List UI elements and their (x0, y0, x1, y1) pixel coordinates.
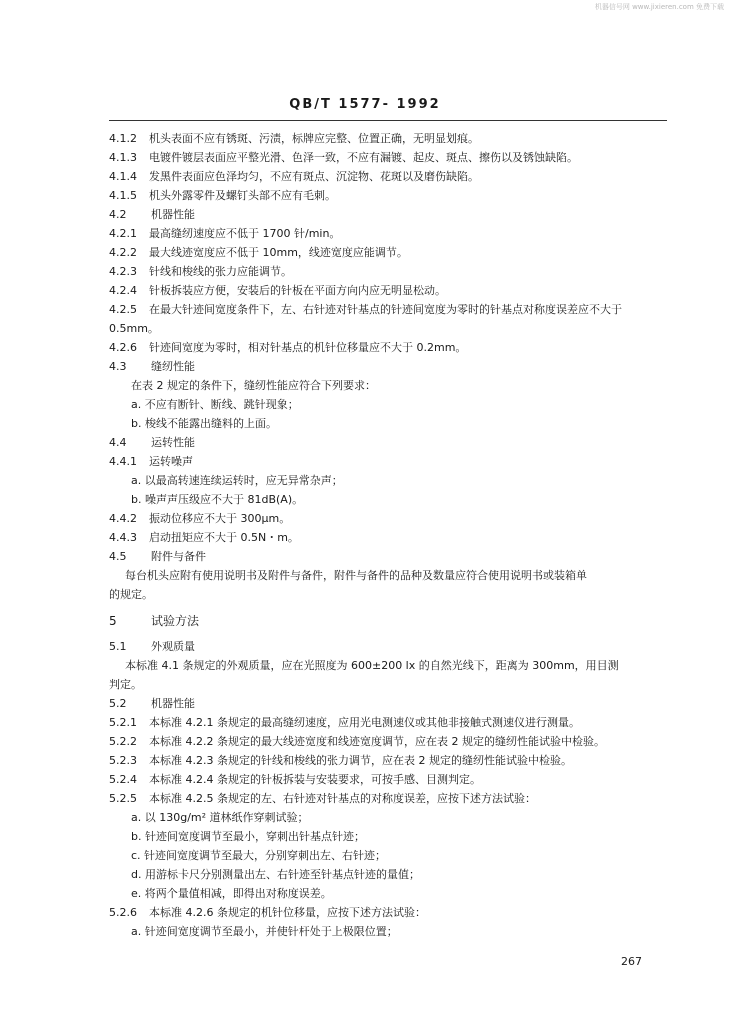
text-line (109, 753, 572, 769)
text-line (109, 207, 195, 223)
clause-number: 5.1 (109, 640, 127, 653)
clause-number: 4.1.5 (109, 189, 137, 202)
text-line (109, 734, 605, 750)
text-line (109, 715, 580, 731)
clause-number: 4.2.5 (109, 303, 137, 316)
clause-number: 4.2.6 (109, 341, 137, 354)
clause-number: 5.2.1 (109, 716, 137, 729)
text-line (109, 283, 446, 299)
clause-text: 运转噪声 (149, 455, 193, 468)
text-line (131, 867, 420, 883)
clause-text: 针迹间宽度为零时，相对针基点的机针位移量应不大于 0.2mm。 (149, 341, 467, 354)
clause-text: 机器性能 (151, 208, 195, 221)
clause-number: 5 (109, 614, 117, 628)
text-line (109, 245, 408, 261)
clause-number: 4.4.1 (109, 455, 137, 468)
clause-number: 5.2.2 (109, 735, 137, 748)
header-rule (109, 120, 667, 121)
text-line (125, 568, 587, 584)
text-line (109, 613, 199, 629)
clause-text: 每台机头应附有使用说明书及附件与备件，附件与备件的品种及数量应符合使用说明书或装箱单 (125, 569, 587, 582)
text-line (109, 772, 481, 788)
text-line (109, 264, 292, 280)
text-line (131, 473, 343, 489)
clause-text: a. 针迹间宽度调节至最小，并使针杆处于上极限位置； (131, 925, 398, 938)
clause-number: 4.4.3 (109, 531, 137, 544)
text-line (109, 905, 426, 921)
clause-text: 本标准 4.2.6 条规定的机针位移量，应按下述方法试验： (149, 906, 426, 919)
clause-number: 4.4.2 (109, 512, 137, 525)
clause-number: 4.1.4 (109, 170, 137, 183)
text-line (109, 321, 159, 337)
clause-number: 5.2.3 (109, 754, 137, 767)
text-line (109, 639, 195, 655)
clause-number: 4.2.1 (109, 227, 137, 240)
text-line (109, 131, 479, 147)
clause-text: b. 噪声声压级应不大于 81dB(A)。 (131, 493, 304, 506)
text-line (131, 924, 398, 940)
text-line (131, 810, 309, 826)
clause-text: 机头外露零件及螺钉头部不应有毛刺。 (149, 189, 336, 202)
text-line (109, 340, 466, 356)
text-line (109, 677, 142, 693)
text-line (131, 416, 277, 432)
text-line (131, 378, 376, 394)
clause-number: 4.2 (109, 208, 127, 221)
text-line (109, 435, 195, 451)
clause-text: 机器性能 (151, 697, 195, 710)
clause-text: 发黑件表面应色泽均匀，不应有斑点、沉淀物、花斑以及磨伤缺陷。 (149, 170, 479, 183)
clause-text: 最大线迹宽度应不低于 10mm，线迹宽度应能调节。 (149, 246, 408, 259)
clause-text: 针线和梭线的张力应能调节。 (149, 265, 292, 278)
clause-text: a. 不应有断针、断线、跳针现象； (131, 398, 299, 411)
text-line (109, 169, 479, 185)
text-line (109, 530, 299, 546)
text-line (109, 587, 153, 603)
text-line (131, 492, 303, 508)
clause-number: 4.1.2 (109, 132, 137, 145)
clause-text: 本标准 4.1 条规定的外观质量，应在光照度为 600±200 lx 的自然光线下，距离为 300mm，用目测 (125, 659, 619, 672)
clause-number: 4.3 (109, 360, 127, 373)
clause-number: 4.4 (109, 436, 127, 449)
clause-text: 本标准 4.2.1 条规定的最高缝纫速度，应用光电测速仪或其他非接触式测速仪进行测量。 (149, 716, 580, 729)
text-line (131, 886, 332, 902)
text-line (131, 397, 299, 413)
text-line (131, 848, 386, 864)
clause-text: a. 以 130g/m² 道林纸作穿刺试验； (131, 811, 309, 824)
clause-number: 5.2.5 (109, 792, 137, 805)
clause-number: 4.1.3 (109, 151, 137, 164)
clause-number: 5.2 (109, 697, 127, 710)
text-line (109, 188, 336, 204)
clause-number: 4.5 (109, 550, 127, 563)
clause-text: d. 用游标卡尺分别测量出左、右针迹至针基点针迹的量值； (131, 868, 420, 881)
standard-header: QB/T 1577- 1992 (289, 97, 441, 112)
text-line (109, 150, 578, 166)
clause-text: 启动扭矩应不大于 0.5N・m。 (149, 531, 299, 544)
clause-text: 本标准 4.2.5 条规定的左、右针迹对针基点的对称度误差，应按下述方法试验： (149, 792, 536, 805)
clause-text: 判定。 (109, 678, 142, 691)
clause-text: 电镀件镀层表面应平整光滑、色泽一致，不应有漏镀、起皮、斑点、擦伤以及锈蚀缺陷。 (149, 151, 578, 164)
text-line (109, 302, 622, 318)
clause-text: 试验方法 (151, 614, 200, 628)
clause-number: 4.2.2 (109, 246, 137, 259)
clause-text: 机头表面不应有锈斑、污渍，标牌应完整、位置正确，无明显划痕。 (149, 132, 479, 145)
text-line (109, 511, 290, 527)
clause-text: 的规定。 (109, 588, 153, 601)
clause-text: 本标准 4.2.2 条规定的最大线迹宽度和线迹宽度调节，应在表 2 规定的缝纫性能试验中检验。 (149, 735, 605, 748)
clause-text: 最高缝纫速度应不低于 1700 针/min。 (149, 227, 341, 240)
text-line (109, 454, 193, 470)
clause-text: c. 针迹间宽度调节至最大，分别穿刺出左、右针迹； (131, 849, 387, 862)
clause-text: 在表 2 规定的条件下，缝纫性能应符合下列要求： (131, 379, 376, 392)
clause-text: e. 将两个量值相减，即得出对称度误差。 (131, 887, 332, 900)
text-line (109, 696, 195, 712)
text-line (131, 829, 365, 845)
watermark-text: 机器信号网 www.jixieren.com 免费下载 (594, 3, 724, 11)
clause-text: 针板拆装应方便，安装后的针板在平面方向内应无明显松动。 (149, 284, 446, 297)
text-line (109, 226, 340, 242)
clause-text: 振动位移应不大于 300μm。 (149, 512, 291, 525)
clause-text: 0.5mm。 (109, 322, 159, 335)
page-number: 267 (621, 955, 642, 968)
clause-text: 运转性能 (151, 436, 195, 449)
clause-number: 5.2.4 (109, 773, 137, 786)
clause-text: 缝纫性能 (151, 360, 195, 373)
text-line (125, 658, 619, 674)
clause-text: 附件与备件 (151, 550, 206, 563)
clause-text: a. 以最高转速连续运转时，应无异常杂声； (131, 474, 343, 487)
clause-text: b. 针迹间宽度调节至最小，穿刺出针基点针迹； (131, 830, 365, 843)
clause-number: 4.2.4 (109, 284, 137, 297)
clause-text: 在最大针迹间宽度条件下，左、右针迹对针基点的针迹间宽度为零时的针基点对称度误差应不大于 (149, 303, 622, 316)
clause-text: 本标准 4.2.3 条规定的针线和梭线的张力调节，应在表 2 规定的缝纫性能试验中检验。 (149, 754, 572, 767)
clause-text: b. 梭线不能露出缝料的上面。 (131, 417, 277, 430)
text-line (109, 549, 206, 565)
clause-number: 5.2.6 (109, 906, 137, 919)
clause-number: 4.2.3 (109, 265, 137, 278)
text-line (109, 359, 195, 375)
clause-text: 外观质量 (151, 640, 195, 653)
clause-text: 本标准 4.2.4 条规定的针板拆装与安装要求，可按手感、目测判定。 (149, 773, 481, 786)
text-line (109, 791, 536, 807)
